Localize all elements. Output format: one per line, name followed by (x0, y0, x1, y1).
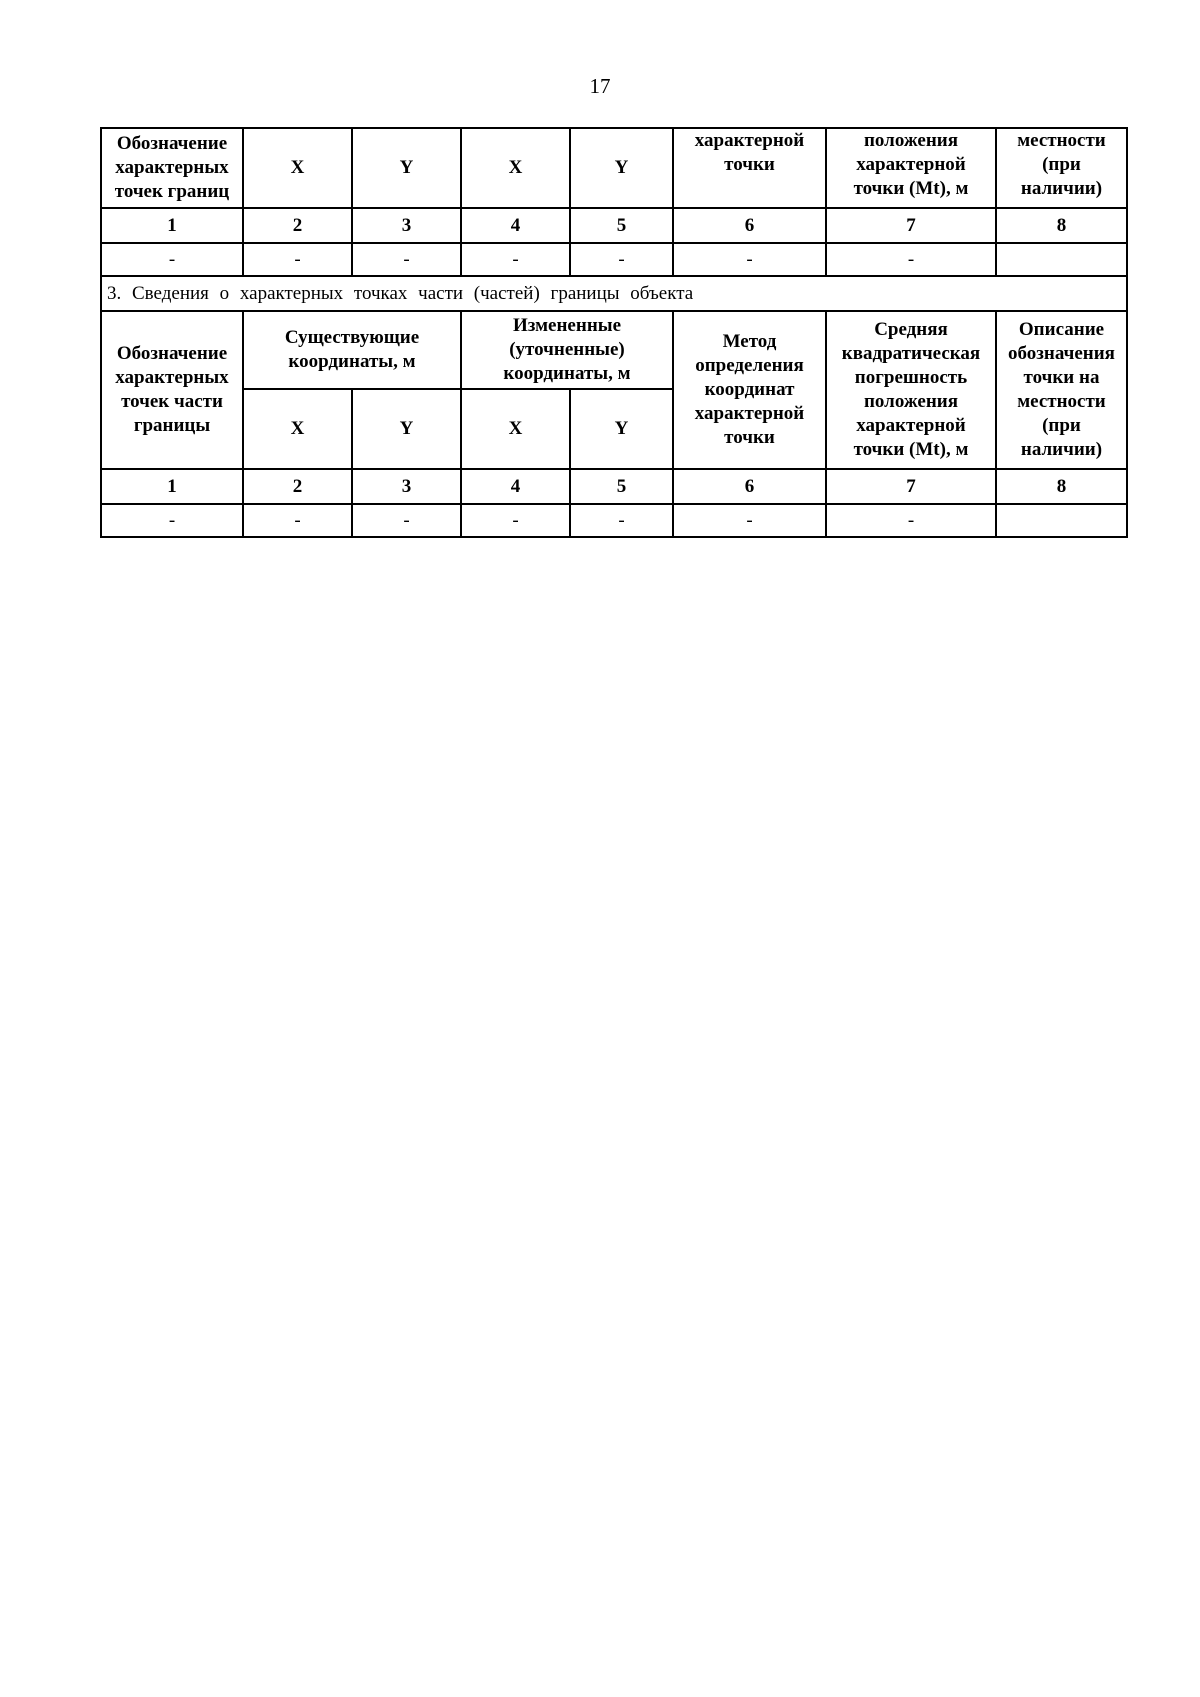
table-cell: - (673, 504, 826, 537)
coordinates-table (100, 127, 1128, 538)
header-mean-square-error: Средняя квадратическая погрешность положения характерной точки (Mt), м (826, 311, 996, 469)
column-number: 2 (243, 208, 352, 243)
table2-header-row (101, 311, 1127, 389)
column-number: 4 (461, 469, 570, 504)
table1-header-row (101, 128, 1127, 208)
header-x-existing: X (243, 389, 352, 469)
table2-data-row (101, 504, 1127, 537)
column-number: 8 (996, 208, 1127, 243)
column-number: 8 (996, 469, 1127, 504)
column-number: 5 (570, 208, 673, 243)
table-cell (996, 243, 1127, 276)
header-x-changed: X (461, 128, 570, 208)
table-cell: - (826, 243, 996, 276)
header-point-description: Описание обозначения точки на местности (при наличии) (996, 311, 1127, 469)
table-cell (996, 504, 1127, 537)
header-y-changed: Y (570, 389, 673, 469)
column-number: 3 (352, 469, 461, 504)
page-number: 17 (589, 74, 611, 98)
header-y-changed: Y (570, 128, 673, 208)
header-y-existing: Y (352, 389, 461, 469)
table-cell: - (243, 243, 352, 276)
column-number: 5 (570, 469, 673, 504)
table-cell: - (101, 243, 243, 276)
table1-data-row (101, 243, 1127, 276)
header-point-designation: Обозначение характерных точек границ (101, 128, 243, 208)
table-cell: - (570, 504, 673, 537)
header-method: Метод определения координат характерной точки (673, 311, 826, 469)
column-number: 4 (461, 208, 570, 243)
column-number: 3 (352, 208, 461, 243)
header-description-continued: местности (при наличии) (996, 128, 1127, 208)
column-number: 1 (101, 469, 243, 504)
header-changed-coordinates: Измененные (уточненные) координаты, м (461, 311, 673, 389)
header-x-existing: X (243, 128, 352, 208)
table1-column-numbers-row (101, 208, 1127, 243)
table-cell: - (826, 504, 996, 537)
column-number: 2 (243, 469, 352, 504)
header-error-continued: положения характерной точки (Mt), м (826, 128, 996, 208)
header-point-designation: Обозначение характерных точек части границы (101, 311, 243, 469)
section-3-title: 3. Сведения о характерных точках части (частей) границы объекта (101, 276, 1127, 311)
table-cell: - (673, 243, 826, 276)
header-x-changed: X (461, 389, 570, 469)
table-cell: - (570, 243, 673, 276)
table-cell: - (461, 504, 570, 537)
header-y-existing: Y (352, 128, 461, 208)
table-cell: - (461, 243, 570, 276)
column-number: 7 (826, 208, 996, 243)
header-existing-coordinates: Существующие координаты, м (243, 311, 461, 389)
column-number: 6 (673, 469, 826, 504)
section-3-title-row (101, 276, 1127, 311)
header-method-continued: характерной точки (673, 128, 826, 208)
table-cell: - (243, 504, 352, 537)
column-number: 6 (673, 208, 826, 243)
column-number: 1 (101, 208, 243, 243)
table-cell: - (352, 243, 461, 276)
table-cell: - (101, 504, 243, 537)
column-number: 7 (826, 469, 996, 504)
table2-column-numbers-row (101, 469, 1127, 504)
table-cell: - (352, 504, 461, 537)
